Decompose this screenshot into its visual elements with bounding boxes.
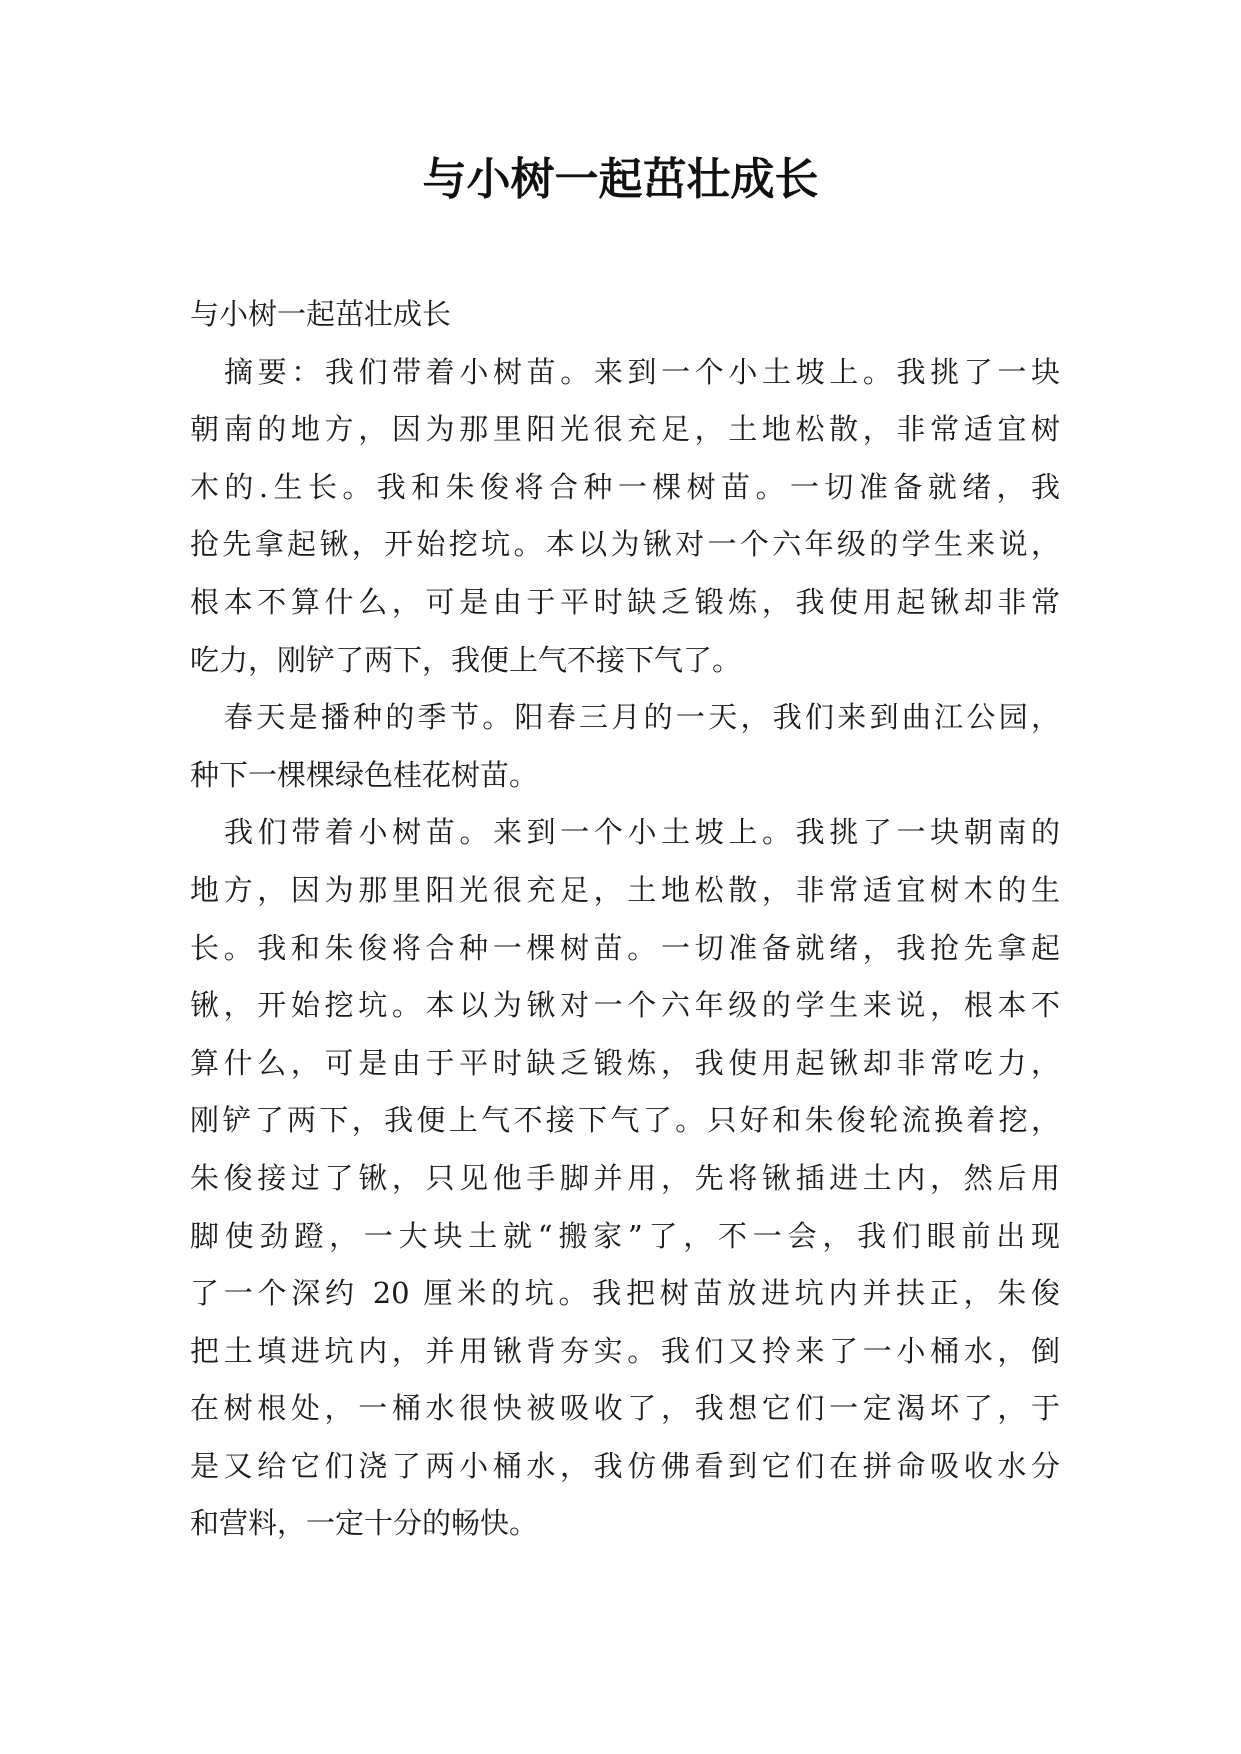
body-line: 在树根处，一桶水很快被吸收了，我想它们一定渴坏了，于 [190, 1391, 1060, 1426]
body-line: 脚使劲蹬，一大块土就“搬家”了，不一会，我们眼前出现 [190, 1218, 1060, 1253]
body-line: 摘要：我们带着小树苗。来到一个小土坡上。我挑了一块 [224, 354, 1060, 389]
body-line: 刚铲了两下，我便上气不接下气了。只好和朱俊轮流换着挖， [190, 1103, 1060, 1138]
document-body [190, 286, 1060, 1553]
body-line: 木的.生长。我和朱俊将合种一棵树苗。一切准备就绪，我 [190, 469, 1060, 504]
body-line: 我们带着小树苗。来到一个小土坡上。我挑了一块朝南的 [224, 815, 1060, 850]
body-line: 地方，因为那里阳光很充足，土地松散，非常适宜树木的生 [190, 872, 1060, 907]
body-line: 了一个深约 20 厘米的坑。我把树苗放进坑内并扶正，朱俊 [190, 1276, 1060, 1311]
body-line: 是又给它们浇了两小桶水，我仿佛看到它们在拼命吸收水分 [190, 1448, 1060, 1483]
body-line: 春天是播种的季节。阳春三月的一天，我们来到曲江公园， [224, 700, 1060, 735]
body-line: 种下一棵棵绿色桂花树苗。 [190, 757, 539, 792]
body-line: 长。我和朱俊将合种一棵树苗。一切准备就绪，我抢先拿起 [190, 930, 1060, 965]
body-line: 锹，开始挖坑。本以为锹对一个六年级的学生来说，根本不 [190, 988, 1060, 1023]
body-line: 根本不算什么，可是由于平时缺乏锻炼，我使用起锹却非常 [190, 584, 1060, 619]
subtitle-line: 与小树一起茁壮成长 [190, 297, 452, 331]
body-line: 和营料，一定十分的畅快。 [190, 1506, 539, 1541]
body-line: 算什么，可是由于平时缺乏锻炼，我使用起锹却非常吃力， [190, 1045, 1060, 1080]
page-title: 与小树一起茁壮成长 [422, 154, 819, 205]
body-line: 朝南的地方，因为那里阳光很充足，土地松散，非常适宜树 [190, 412, 1060, 447]
body-line: 朱俊接过了锹，只见他手脚并用，先将锹插进土内，然后用 [190, 1160, 1060, 1195]
body-line: 吃力，刚铲了两下，我便上气不接下气了。 [190, 642, 742, 677]
body-line: 把土填进坑内，并用锹背夯实。我们又拎来了一小桶水，倒 [190, 1333, 1060, 1368]
body-line: 抢先拿起锹，开始挖坑。本以为锹对一个六年级的学生来说， [190, 527, 1060, 562]
